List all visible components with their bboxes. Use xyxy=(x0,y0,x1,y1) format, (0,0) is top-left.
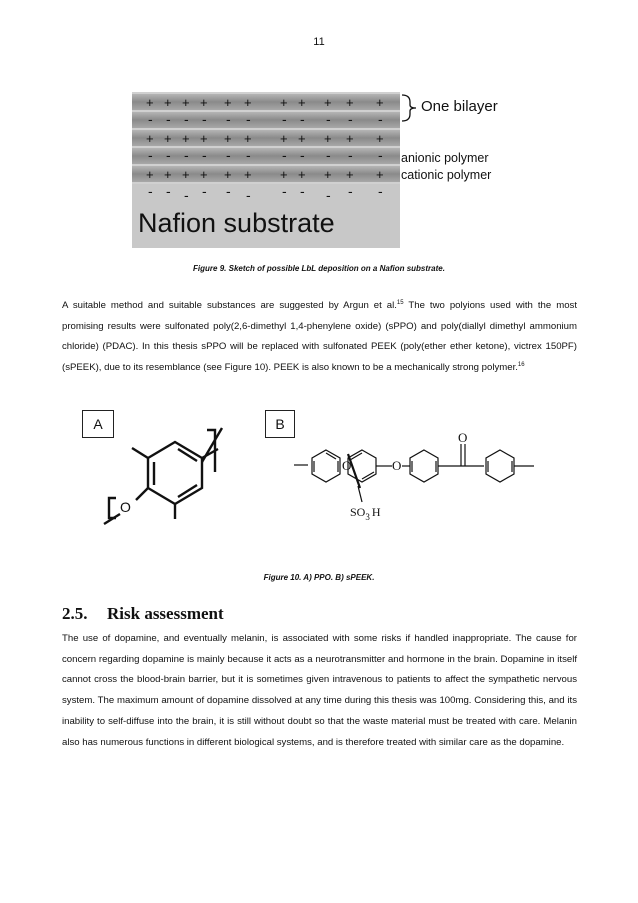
charge-sign-minus: - xyxy=(166,147,171,163)
charge-sign-minus: - xyxy=(282,183,287,199)
charge-sign-minus: - xyxy=(300,183,305,199)
charge-sign-minus: - xyxy=(348,111,353,127)
charge-sign-plus: + xyxy=(324,167,332,182)
figure-10-label-a: A xyxy=(82,410,114,438)
charge-sign-plus: + xyxy=(146,167,154,182)
charge-sign-plus: + xyxy=(346,167,354,182)
charge-sign-minus: - xyxy=(300,111,305,127)
charge-sign-plus: + xyxy=(376,131,384,146)
charge-sign-minus: - xyxy=(202,147,207,163)
charge-sign-plus: + xyxy=(298,167,306,182)
charge-sign-plus: + xyxy=(200,167,208,182)
substrate-label: Nafion substrate xyxy=(138,208,335,238)
ppo-structure xyxy=(90,418,240,533)
charge-sign-plus: + xyxy=(376,95,384,110)
charge-sign-plus: + xyxy=(182,131,190,146)
charge-sign-minus: - xyxy=(326,187,331,203)
charge-sign-plus: + xyxy=(346,95,354,110)
section-heading xyxy=(62,604,224,624)
charge-sign-plus: + xyxy=(164,131,172,146)
charge-sign-minus: - xyxy=(300,147,305,163)
charge-sign-minus: - xyxy=(378,147,383,163)
charge-sign-minus: - xyxy=(184,187,189,203)
page-number: 11 xyxy=(313,36,325,48)
charge-sign-plus: + xyxy=(224,167,232,182)
charge-sign-minus: - xyxy=(202,183,207,199)
charge-sign-plus: + xyxy=(324,95,332,110)
charge-sign-minus: - xyxy=(348,147,353,163)
charge-sign-minus: - xyxy=(202,111,207,127)
charge-sign-minus: - xyxy=(226,111,231,127)
para1-intro: A suitable method and suitable substances are suggested by Argun et al. xyxy=(62,300,397,311)
charge-sign-plus: + xyxy=(224,95,232,110)
paragraph-lbl-method xyxy=(62,296,577,379)
charge-sign-minus: - xyxy=(282,111,287,127)
speek-carbonyl-oxygen: O xyxy=(458,430,468,445)
charge-sign-plus: + xyxy=(244,95,252,110)
charge-sign-minus: - xyxy=(166,183,171,199)
layer-anionic-1 xyxy=(132,112,400,128)
figure-9-image xyxy=(132,92,400,248)
layer-cationic-2 xyxy=(132,130,400,146)
charge-sign-plus: + xyxy=(298,95,306,110)
charge-sign-plus: + xyxy=(280,131,288,146)
charge-sign-minus: - xyxy=(326,147,331,163)
speek-oxygen-1: O xyxy=(342,458,352,473)
charge-sign-plus: + xyxy=(280,167,288,182)
charge-sign-minus: - xyxy=(148,111,153,127)
speek-oxygen-2: O xyxy=(392,458,402,473)
charge-sign-minus: - xyxy=(282,147,287,163)
figure-9-caption: Figure 9. Sketch of possible LbL deposition on a Nafion substrate. xyxy=(193,264,445,273)
bilayer-brace xyxy=(400,94,422,122)
speek-structure xyxy=(288,412,558,532)
para2-text: The use of dopamine, and eventually melanin, is associated with some risks if handled inappropriate. The cause for concern regarding dopamine is mainly because it acts as a neurotransmitter and hormone in the brain. Dopamine in itself cannot cross the blood-brain barrier, but it is sometimes given intravenous to patients to affect the sympathetic nervous system. The maximum amount of dopamine dissolved at any time during this thesis was 100mg. Considering this, and its inability to self-diffuse into the brain, it is still without doubt so that the waste material must be treated with care. Melanin also has numerous functions in different biological systems, and is therefore treated with similar care as the dopamine. xyxy=(62,633,577,748)
charge-sign-plus: + xyxy=(244,131,252,146)
charge-sign-plus: + xyxy=(224,131,232,146)
layer-cationic-3 xyxy=(132,166,400,182)
charge-sign-minus: - xyxy=(184,111,189,127)
charge-sign-plus: + xyxy=(164,167,172,182)
label-anionic-polymer: anionic polymer xyxy=(401,151,489,165)
charge-sign-plus: + xyxy=(244,167,252,182)
charge-sign-minus: - xyxy=(326,111,331,127)
para1-body: The two polyions used with the most promising results were sulfonated poly(2,6-dimethyl 1,4-phenylene oxide) (sPPO) and poly(diallyl dimethyl ammonium chloride) (PDAC). In this thesis sPPO will be replaced with sulfonated PEEK (poly(ether ether ketone), victrex 150PF) (sPEEK), due to its resemblance (see Figure 10). PEEK is also known to be a mechanically strong polymer. xyxy=(62,300,577,374)
charge-sign-minus: - xyxy=(184,147,189,163)
charge-sign-minus: - xyxy=(348,183,353,199)
charge-sign-minus: - xyxy=(148,183,153,199)
layer-cationic-1 xyxy=(132,94,400,110)
charge-sign-plus: + xyxy=(324,131,332,146)
label-cationic-polymer: cationic polymer xyxy=(401,168,492,182)
charge-sign-plus: + xyxy=(346,131,354,146)
section-title: Risk assessment xyxy=(107,604,224,623)
charge-sign-plus: + xyxy=(146,131,154,146)
charge-sign-minus: - xyxy=(378,183,383,199)
charge-sign-plus: + xyxy=(164,95,172,110)
charge-sign-plus: + xyxy=(298,131,306,146)
charge-sign-minus: - xyxy=(246,147,251,163)
sulfonic-acid-group: $SO_3$ H xyxy=(350,505,381,522)
label-one-bilayer: One bilayer xyxy=(421,98,498,115)
charge-sign-plus: + xyxy=(146,95,154,110)
ref-15: 15 xyxy=(396,299,404,306)
ref-16: 16 xyxy=(517,361,525,368)
figure-9-labels xyxy=(400,92,510,192)
charge-sign-minus: - xyxy=(378,111,383,127)
ppo-ether-oxygen: O xyxy=(120,499,131,515)
charge-sign-plus: + xyxy=(376,167,384,182)
layer-anionic-2 xyxy=(132,148,400,164)
charge-sign-minus: - xyxy=(246,111,251,127)
charge-sign-plus: + xyxy=(182,95,190,110)
charge-sign-plus: + xyxy=(280,95,288,110)
charge-sign-minus: - xyxy=(226,183,231,199)
charge-sign-minus: - xyxy=(148,147,153,163)
figure-10-label-b: B xyxy=(265,410,295,438)
figure-10-caption: Figure 10. A) PPO. B) sPEEK. xyxy=(263,573,375,582)
charge-sign-minus: - xyxy=(166,111,171,127)
charge-sign-plus: + xyxy=(200,131,208,146)
section-number: 2.5. xyxy=(62,604,88,623)
lbl-deposition-sketch xyxy=(132,92,400,248)
charge-sign-plus: + xyxy=(200,95,208,110)
charge-sign-plus: + xyxy=(182,167,190,182)
paragraph-risk-assessment xyxy=(62,629,577,753)
charge-sign-minus: - xyxy=(246,187,251,203)
charge-sign-minus: - xyxy=(226,147,231,163)
